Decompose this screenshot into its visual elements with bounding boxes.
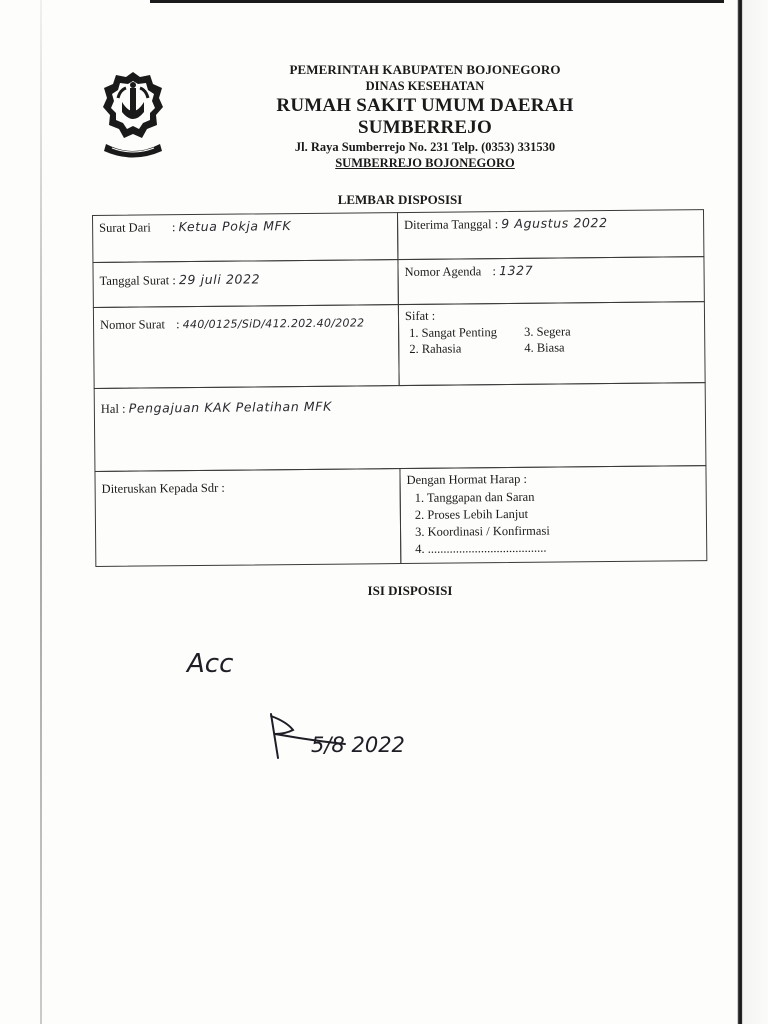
- sifat-option-rahasia: 2. Rahasia: [409, 341, 462, 356]
- form-title: LEMBAR DISPOSISI: [337, 192, 463, 207]
- field-nomor-surat: Nomor Surat : 440/0125/SiD/412.202.40/2022: [93, 304, 400, 389]
- field-dengan-hormat: Dengan Hormat Harap : 1. Tanggapan dan Saran 2. Proses Lebih Lanjut 3. Koordinasi / Konfirmasi 4. ......................................: [399, 465, 707, 564]
- nomor-agenda-label: Nomor Agenda: [404, 264, 482, 280]
- field-diterima-tanggal: Diterima Tanggal : 9 Agustus 2022: [397, 209, 704, 260]
- regency-emblem-icon: [100, 68, 166, 164]
- field-hal: Hal : Pengajuan KAK Pelatihan MFK: [94, 382, 707, 472]
- department-name: DINAS KESEHATAN: [365, 79, 485, 93]
- sifat-label: Sifat: [404, 308, 429, 323]
- hal-label: Hal: [100, 401, 119, 416]
- diterima-tanggal-value: 9 Agustus 2022: [501, 215, 608, 232]
- field-tanggal-surat: Tanggal Surat : 29 juli 2022: [92, 259, 398, 308]
- sifat-option-biasa: 4. Biasa: [524, 340, 565, 355]
- surat-dari-label: Surat Dari: [99, 220, 151, 235]
- handwritten-disposition: [175, 630, 475, 790]
- letterhead: [210, 62, 640, 171]
- sifat-option-segera: 3. Segera: [524, 324, 571, 339]
- sifat-option-sangat-penting: 1. Sangat Penting: [409, 325, 498, 340]
- diterima-tanggal-label: Diterima Tanggal: [404, 217, 492, 233]
- field-surat-dari: Surat Dari : Ketua Pokja MFK: [92, 212, 398, 263]
- disposition-form: [92, 209, 707, 573]
- nomor-surat-label: Nomor Surat: [99, 317, 166, 332]
- hospital-name: RUMAH SAKIT UMUM DAERAH SUMBERREJO: [276, 95, 574, 138]
- harap-option-koordinasi: 3. Koordinasi / Konfirmasi: [414, 523, 550, 539]
- field-diteruskan: Diteruskan Kepada Sdr :: [94, 468, 401, 567]
- disposition-date: 5/8 2022: [311, 733, 405, 757]
- government-name: PEMERINTAH KABUPATEN BOJONEGORO: [289, 62, 561, 77]
- dengan-hormat-label: Dengan Hormat Harap: [406, 471, 521, 487]
- harap-option-proses: 2. Proses Lebih Lanjut: [414, 506, 529, 522]
- harap-option-tanggapan: 1. Tanggapan dan Saran: [414, 489, 535, 505]
- nomor-agenda-value: 1327: [498, 262, 534, 279]
- hospital-city: SUMBERREJO BOJONEGORO: [335, 156, 515, 170]
- surat-dari-value: Ketua Pokja MFK: [178, 218, 292, 235]
- diteruskan-label: Diteruskan Kepada Sdr: [101, 480, 219, 496]
- disposition-note: Acc: [187, 649, 234, 679]
- harap-option-lainnya: 4. ......................................: [415, 540, 547, 556]
- field-sifat: Sifat : 1. Sangat Penting 3. Segera 2. Rahasia 4. Biasa: [398, 301, 706, 386]
- hospital-address: Jl. Raya Sumberrejo No. 231 Telp. (0353) 331530: [294, 140, 556, 154]
- tanggal-surat-value: 29 juli 2022: [178, 271, 261, 288]
- nomor-surat-value: 440/0125/SiD/412.202.40/2022: [182, 316, 365, 332]
- isi-disposisi-title: ISI DISPOSISI: [367, 583, 453, 598]
- tanggal-surat-label: Tanggal Surat: [99, 273, 170, 288]
- field-nomor-agenda: Nomor Agenda : 1327: [397, 256, 704, 305]
- hal-value: Pengajuan KAK Pelatihan MFK: [128, 398, 332, 416]
